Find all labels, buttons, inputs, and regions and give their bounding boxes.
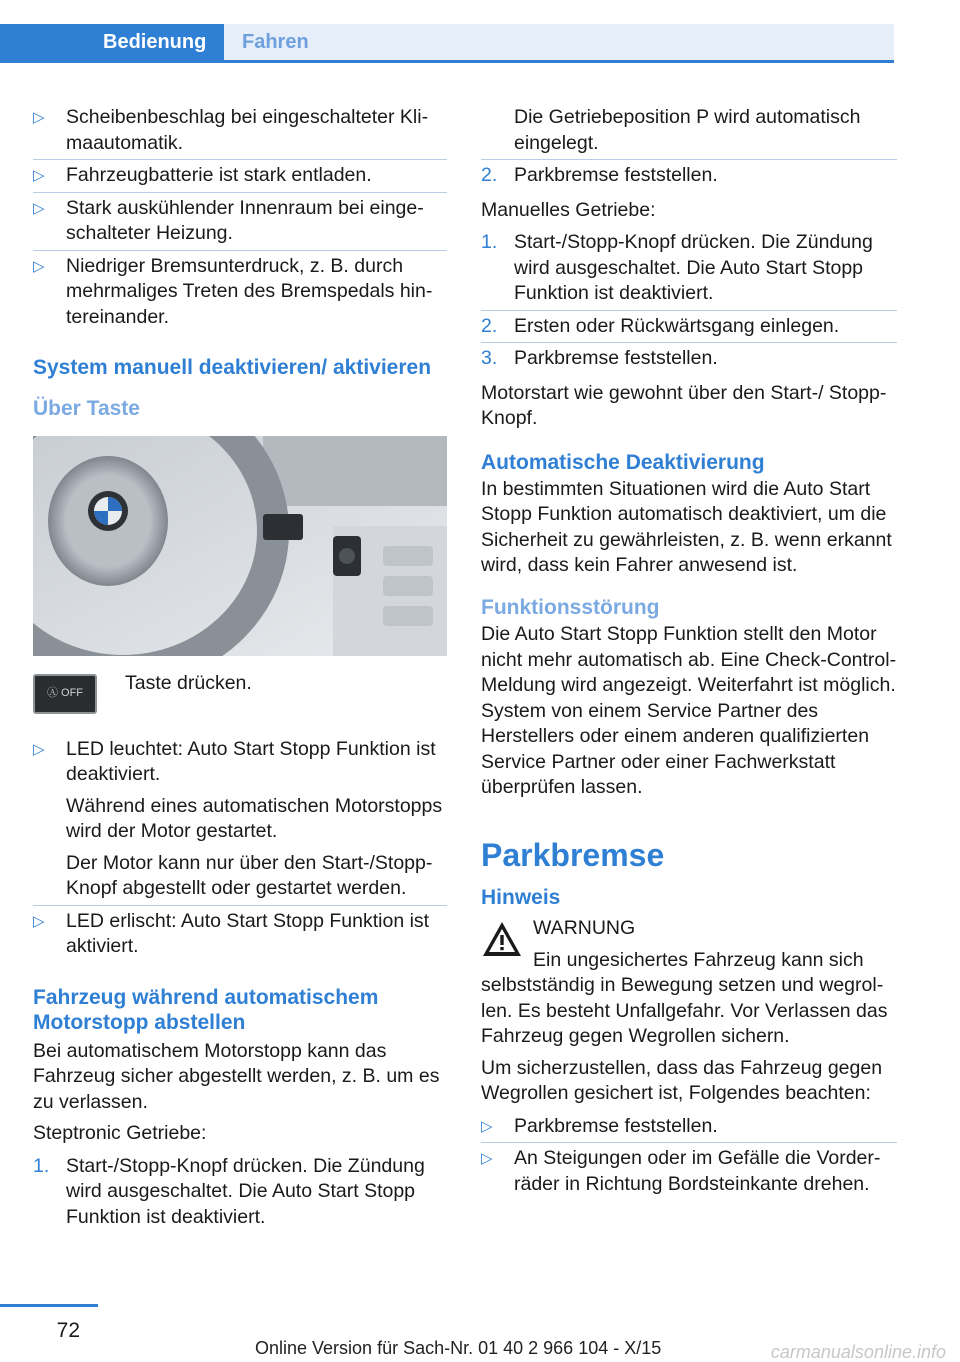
header-rule [0, 60, 894, 63]
cockpit-illustration [33, 436, 447, 656]
led-status-list [33, 734, 447, 963]
section-title-stop-vehicle: Fahrzeug während automatischem Motorstopp abstellen [33, 985, 379, 1034]
button-row [33, 671, 447, 714]
section-title-manual: System manuell deaktivieren/ aktivieren [33, 356, 432, 379]
list-item: 2. Parkbremse feststellen. [481, 164, 718, 186]
steptronic-steps-continued [481, 159, 897, 192]
tab-bedienung[interactable]: Bedienung [0, 24, 224, 61]
steering-wheel-photo [33, 436, 447, 656]
paragraph: Die Auto Start Stopp Funktion stellt den Motor nicht mehr automatisch ab. Eine Check-Control-Meldung wird angezeigt. Weiterfahrt ist möglich. System von einem Service Partner des Herstellers oder einem anderen qualifizierten Service Partner oder einer Fachwerkstatt überprüfen lassen. [481, 623, 897, 798]
list-item: ▷ Parkbremse feststellen. [481, 1111, 897, 1144]
conditions-list [33, 102, 447, 333]
subsection-title-button: Über Taste [33, 397, 140, 420]
paragraph: Manuelles Getriebe: [481, 198, 656, 221]
warning-label: WARNUNG [533, 916, 636, 939]
list-item: ▷ Stark auskühlender Innenraum bei eingeschalteter Heizung. [33, 193, 447, 251]
list-item: ▷ Niedriger Bremsunterdruck, z. B. durch mehrmaliges Treten des Bremspedals hintereinander. [33, 254, 433, 328]
list-item: 1. Start-/Stopp-Knopf drücken. Die Zündung wird ausgeschaltet. Die Auto Start Stopp Funktion ist deaktiviert. [33, 1154, 425, 1228]
list-item: ▷ LED erlischt: Auto Start Stopp Funktion ist aktiviert. [33, 909, 430, 957]
subsection-title-fault: Funktionsstörung [481, 595, 660, 619]
manual-steps [481, 227, 897, 375]
section-title-auto-deactivation: Automatische Deaktivierung [481, 450, 765, 474]
right-column [481, 102, 897, 1200]
triangle-bullet-icon: ▷ [481, 1150, 493, 1167]
paragraph: Bei automatischem Motorstopp kann das Fahrzeug sicher abgestellt werden, z. B. um es zu verlassen. [33, 1039, 440, 1113]
watermark: carmanualsonline.info [770, 1342, 946, 1362]
secure-list [481, 1111, 897, 1201]
triangle-bullet-icon: ▷ [33, 109, 45, 126]
warning-text: Ein ungesichertes Fahrzeug kann sich selbstständig in Bewegung setzen und wegrollen. Es besteht Unfallgefahr. Vor Verlassen das Fahrzeug gegen Wegrollen sichern. [481, 948, 888, 1047]
continued-text: Die Getriebeposition P wird automatisch eingelegt. [514, 106, 861, 154]
button-instruction: Taste drücken. [125, 671, 252, 694]
triangle-bullet-icon: ▷ [33, 912, 45, 930]
paragraph: Steptronic Getriebe: [33, 1122, 207, 1144]
triangle-bullet-icon: ▷ [33, 167, 45, 184]
tab-fahren[interactable]: Fahren [224, 24, 894, 61]
list-item: ▷ An Steigungen oder im Gefälle die Vorderräder in Richtung Bordsteinkante drehen. [481, 1147, 881, 1195]
list-item: 3. Parkbremse feststellen. [481, 347, 718, 369]
warning-triangle-icon [481, 920, 523, 958]
chapter-title: Parkbremse [481, 836, 665, 873]
list-item: 1. Start-/Stopp-Knopf drücken. Die Zündung wird ausgeschaltet. Die Auto Start Stopp Funktion ist deaktiviert. [481, 227, 897, 311]
paragraph: Um sicherzustellen, dass das Fahrzeug gegen Wegrollen gesichert ist, Folgendes beachten: [481, 1056, 883, 1104]
list-item: 2. Ersten oder Rückwärtsgang einlegen. [481, 311, 897, 344]
list-item: ▷ Fahrzeugbatterie ist stark entladen. [33, 160, 447, 193]
page-number: 72 [56, 1319, 80, 1342]
footer-rule [0, 1304, 98, 1307]
section-title-hint: Hinweis [481, 885, 561, 909]
paragraph: In bestimmten Situationen wird die Auto Start Stopp Funktion automatisch deaktiviert, um die Sicherheit zu gewährleisten, z. B. wenn erkannt wird, dass kein Fahrer anwesend ist. [481, 477, 892, 576]
list-item: ▷ LED leuchtet: Auto Start Stopp Funktion ist deaktiviert. Während eines automatischen Motorstopps wird der Motor gestartet. Der Motor kann nur über den Start-/Stopp-Knopf abgestellt oder gestartet werden. [33, 734, 447, 906]
triangle-bullet-icon: ▷ [33, 199, 45, 217]
paragraph: Motorstart wie gewohnt über den Start-/ Stopp-Knopf. [481, 381, 887, 429]
online-version-text: Online Version für Sach-Nr. 01 40 2 966 104 - X/15 [255, 1338, 662, 1358]
triangle-bullet-icon: ▷ [33, 740, 45, 758]
triangle-bullet-icon: ▷ [481, 1117, 493, 1135]
triangle-bullet-icon: ▷ [33, 257, 45, 275]
auto-start-stop-button-icon: Ⓐ OFF [33, 674, 97, 714]
steptronic-steps [33, 1151, 447, 1234]
left-column [33, 102, 447, 1233]
list-item: ▷ Scheibenbeschlag bei eingeschalteter Klimaautomatik. [33, 102, 447, 160]
